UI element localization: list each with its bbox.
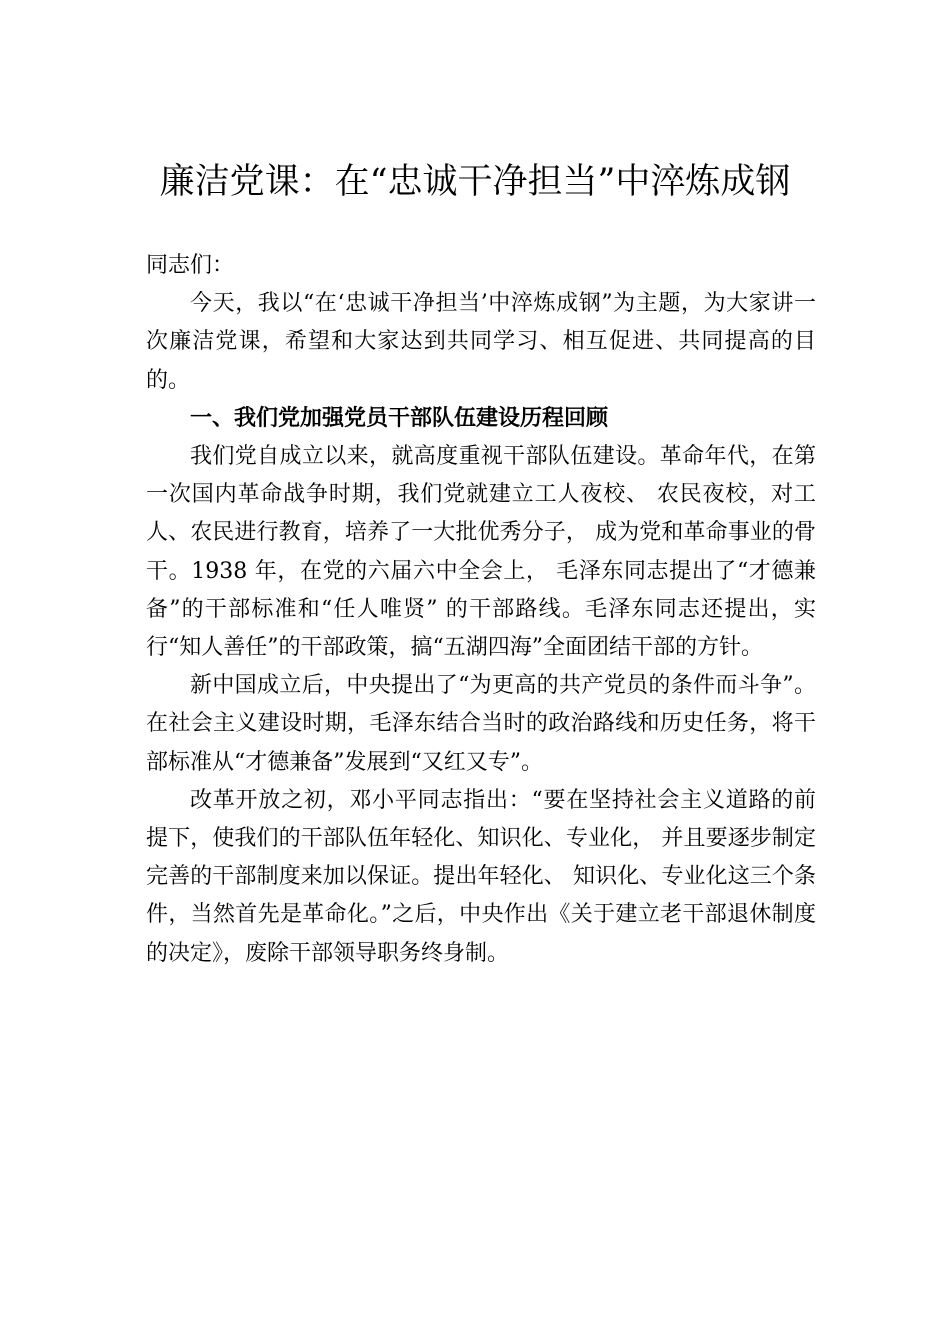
document-body <box>146 247 816 973</box>
intro-paragraph: 今天，我以“在‘忠诚干净担当’中淬炼成钢”为主题，为大家讲一次廉洁党课，希望和大家达到共同学习、相互促进、共同提高的目的。 <box>146 291 816 393</box>
document-title: 廉洁党课：在“忠诚干净担当”中淬炼成钢 <box>159 162 791 202</box>
section-heading: 一、我们党加强党员干部队伍建设历程回顾 <box>190 405 609 431</box>
salutation: 同志们： <box>146 253 235 278</box>
body-paragraph: 改革开放之初，邓小平同志指出：“要在坚持社会主义道路的前提下，使我们的干部队伍年轻化、知识化、专业化， 并且要逐步制定完善的干部制度来加以保证。提出年轻化、 知识化、专业化这三个条件，当然首先是革命化。”之后，中央作出《关于建立老干部退休制度的决定》，废除干部领导职务终身制。 <box>146 787 816 966</box>
body-paragraph: 新中国成立后，中央提出了“为更高的共产党员的条件而斗争”。在社会主义建设时期，毛泽东结合当时的政治路线和历史任务，将干部标准从“才德兼备”发展到“又红又专”。 <box>146 673 816 775</box>
body-paragraph: 我们党自成立以来，就高度重视干部队伍建设。革命年代，在第一次国内革命战争时期，我们党就建立工人夜校、 农民夜校，对工人、农民进行教育，培养了一大批优秀分子， 成为党和革命事业的骨干。1938 年，在党的六届六中全会上， 毛泽东同志提出了“才德兼备”的干部标准和“任人唯贤” 的干部路线。毛泽东同志还提出，实行“知人善任”的干部政策，搞“五湖四海”全面团结干部的方针。 <box>146 444 816 661</box>
